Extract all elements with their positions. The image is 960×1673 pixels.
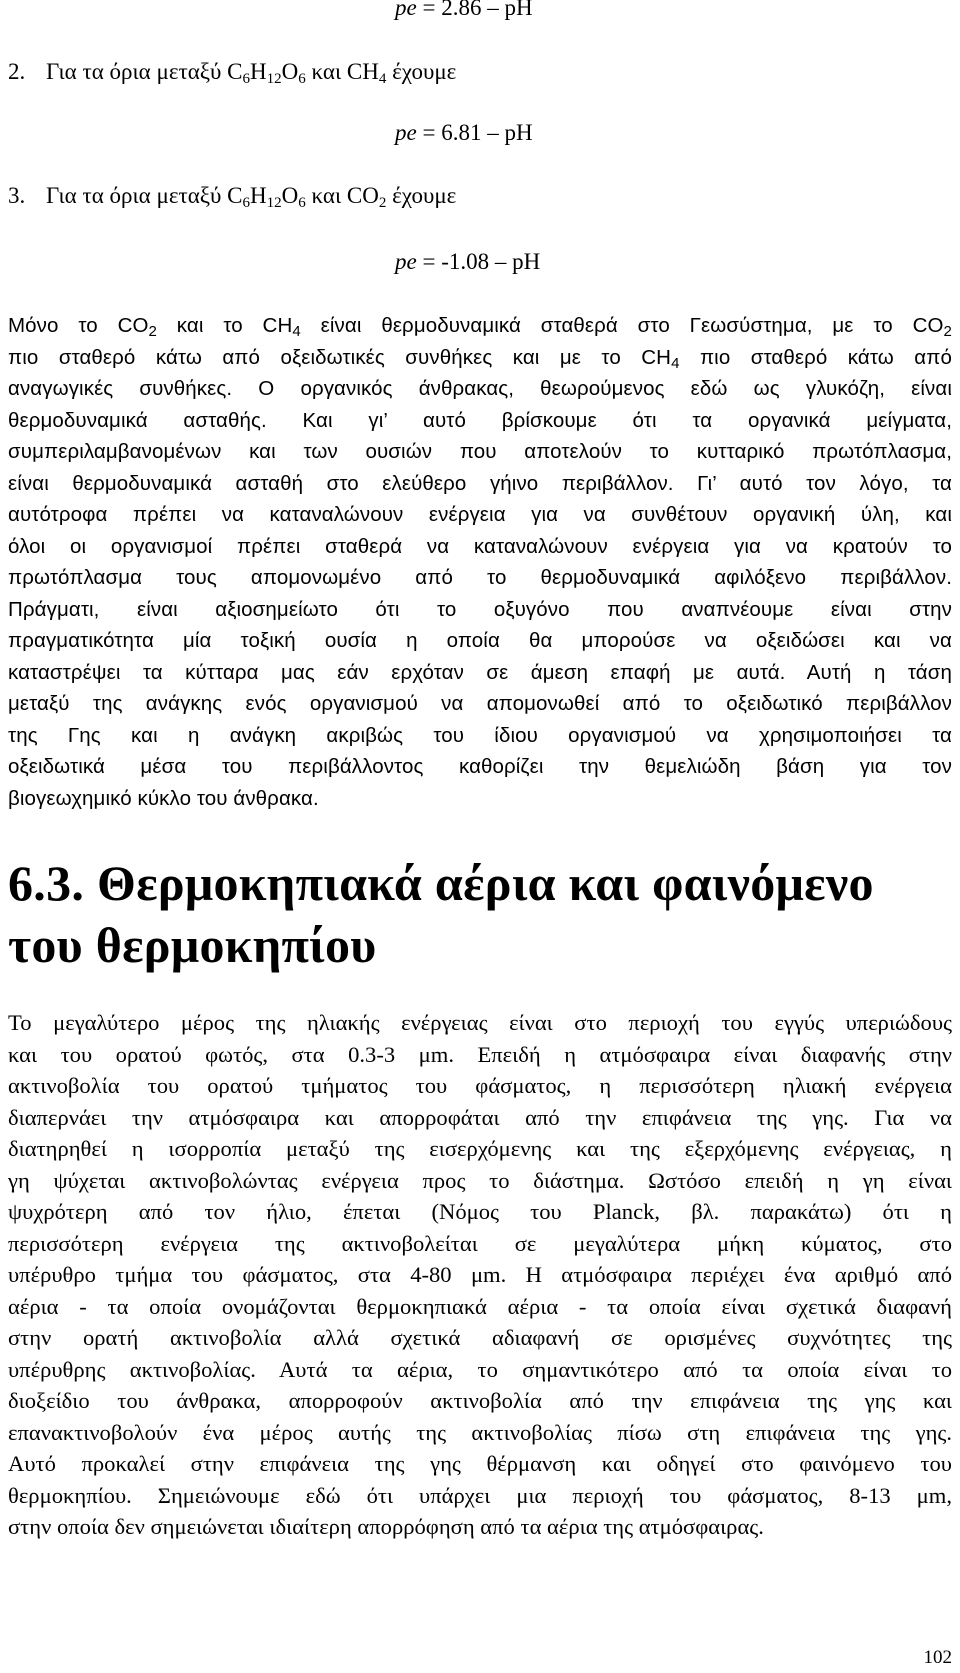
paragraph-line: αέρια - τα οποία ονομάζονται θερμοκηπιακά αέρια - τα οποία είναι σχετικά διαφανή (8, 1293, 952, 1319)
pe-symbol: pe (395, 249, 417, 274)
paragraph-line: αυτότροφα πρέπει να καταναλώνουν ενέργεια για να συνθέτουν οργανική ύλη, και (8, 503, 952, 526)
paragraph-line: Αυτό προκαλεί στην επιφάνεια της γης θέρμανση και οδηγεί στο φαινόμενο του (8, 1451, 952, 1476)
paragraph-line: Πράγματι, είναι αξιοσημείωτο ότι το οξυγόνο που αναπνέουμε είναι στην (8, 597, 952, 621)
paragraph-line: διοξείδιο του άνθρακα, απορροφούν ακτινοβολία από την επιφάνεια της γης και (8, 1388, 952, 1413)
pe-symbol: pe (395, 0, 417, 20)
list-item-2: 2. Για τα όρια μεταξύ $C_6H_{12}O_6$ και $CH_4$ έχουμε (8, 59, 457, 87)
paragraph-line: πρωτόπλασμα τους απομονωμένο από το θερμοδυναμικά αφιλόξενο περιβάλλον. (8, 566, 952, 589)
paragraph-line: γη ψύχεται ακτινοβολώντας ενέργεια προς το διάστημα. Ωστόσο επειδή η γη είναι (8, 1167, 952, 1193)
section-title-line-1: 6.3. Θερμοκηπιακά αέρια και φαινόμενο (8, 855, 874, 911)
paragraph-line: διατηρηθεί η ισορροπία μεταξύ της εισερχόμενης και της εξερχόμενης ενέργειας, η (8, 1136, 952, 1161)
paragraph-line: υπέρυθρης ακτινοβολίας. Αυτά τα αέρια, το σημαντικότερο από τα οποία είναι το (8, 1356, 952, 1382)
list-item-3: 3. Για τα όρια μεταξύ $C_6H_{12}O_6$ και $CO_2$ έχουμε (8, 183, 457, 211)
paragraph-line: διαπερνάει την ατμόσφαιρα και απορροφάται από την επιφάνεια της γης. Για να (8, 1104, 952, 1130)
paragraph-line: είναι θερμοδυναμικά ασταθή στο ελεύθερο γήινο περιβάλλον. Γι’ αυτό τον λόγο, τα (8, 471, 952, 495)
paragraph-line: συμπεριλαμβανομένων και των ουσιών που αποτελούν το κυτταρικό πρωτόπλασμα, (8, 440, 952, 463)
paragraph-line: στην οποία δεν σημειώνεται ιδιαίτερη απορρόφηση από τα αέρια της ατμόσφαιρας. (8, 1514, 764, 1539)
paragraph-line: επανακτινοβολούν ένα μέρος αυτής της ακτινοβολίας πίσω στη επιφάνεια της γης. (8, 1419, 952, 1445)
section-title-line-2: του θερμοκηπίου (8, 917, 377, 973)
paragraph-line: θερμοδυναμικά ασταθής. Και γι’ αυτό βρίσκουμε ότι τα οργανικά μείγματα, (8, 408, 952, 432)
equation-value: = -1.08 – pH (416, 249, 541, 274)
pe-symbol: pe (395, 120, 417, 145)
paragraph-line: ακτινοβολία του ορατού τμήματος του φάσματος, η περισσότερη ηλιακή ενέργεια (8, 1073, 952, 1098)
paragraph-line: περισσότερη ενέργεια της ακτινοβολείται σε μεγαλύτερα μήκη κύματος, στο (8, 1230, 952, 1256)
equation-value: = 6.81 – pH (416, 120, 533, 145)
list-number: 2. (8, 59, 26, 84)
paragraph-line: στην ορατή ακτινοβολία αλλά σχετικά αδιαφανή σε ορισμένες συχνότητες της (8, 1325, 952, 1350)
section-heading (8, 852, 952, 976)
paragraph-line: οξειδωτικά μέσα του περιβάλλοντος καθορίζει την θεμελιώδη βάση για τον (8, 755, 952, 778)
list-number: 3. (8, 183, 26, 208)
paragraph-line: πραγματικότητα μία τοξική ουσία η οποία θα μπορούσε να οξειδώσει και να (8, 629, 952, 652)
equation-pe-2 (395, 119, 533, 147)
paragraph-line: μεταξύ της ανάγκης ενός οργανισμού να απομονωθεί από το οξειδωτικό περιβάλλον (8, 692, 952, 715)
paragraph-line: και του ορατού φωτός, στα 0.3-3 μm. Επειδή η ατμόσφαιρα είναι διαφανής στην (8, 1041, 952, 1067)
paragraph-line: Το μεγαλύτερο μέρος της ηλιακής ενέργειας είναι στο περιοχή του εγγύς υπεριώδους (8, 1010, 952, 1035)
paragraph-line: της Γης και η ανάγκη ακριβώς του ίδιου οργανισμού να χρησιμοποιήσει τα (8, 723, 952, 747)
equation-pe-1 (395, 0, 533, 22)
paragraph-line: καταστρέψει τα κύτταρα μας εάν ερχόταν σε άμεση επαφή με αυτά. Αυτή η τάση (8, 660, 952, 684)
paragraph-thermodynamics (8, 310, 952, 814)
paragraph-line: πιο σταθερό κάτω από οξειδωτικές συνθήκες και με το $CH_4$ πιο σταθερό κάτω από (8, 345, 952, 372)
paragraph-line: υπέρυθρο τμήμα του φάσματος, στα 4-80 μm. Η ατμόσφαιρα περιέχει ένα αριθμό από (8, 1262, 952, 1287)
paragraph-line: αναγωγικές συνθήκες. Ο οργανικός άνθρακας, θεωρούμενος εδώ ως γλυκόζη, είναι (8, 377, 952, 400)
equation-pe-3 (395, 248, 540, 276)
paragraph-greenhouse (8, 1007, 952, 1543)
paragraph-line: όλοι οι οργανισμοί πρέπει σταθερά να καταναλώνουν ενέργεια για να κρατούν το (8, 534, 952, 558)
paragraph-line: θερμοκηπίου. Σημειώνουμε εδώ ότι υπάρχει μια περιοχή του φάσματος, 8-13 μm, (8, 1482, 952, 1508)
equation-value: = 2.86 – pH (416, 0, 533, 20)
paragraph-line: ψυχρότερη από τον ήλιο, έπεται (Νόμος του Planck, βλ. παρακάτω) ότι η (8, 1199, 952, 1224)
page-number: 102 (923, 1647, 952, 1668)
paragraph-line: βιογεωχημικό κύκλο του άνθρακα. (8, 786, 319, 810)
paragraph-line: Μόνο το $CO_2$ και το $CH_4$ είναι θερμοδυναμικά σταθερά στο Γεωσύστημα, με το $CO_2$ (8, 314, 952, 340)
